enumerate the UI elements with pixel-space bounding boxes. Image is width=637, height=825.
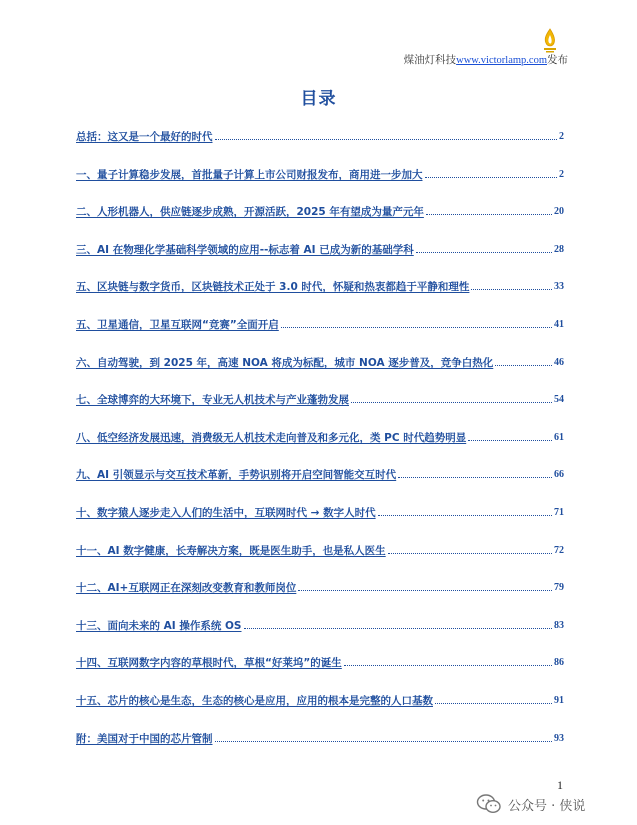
toc-dot-leader [495, 365, 552, 366]
page-number: 1 [557, 778, 563, 792]
toc-entry[interactable] [76, 502, 564, 520]
toc-entry[interactable] [76, 389, 564, 407]
toc-entry-page: 86 [554, 657, 564, 669]
publisher-website-link[interactable]: www.victorlamp.com [456, 55, 547, 66]
publisher-name: 煤油灯科技 [403, 55, 457, 66]
toc-entry-page: 71 [554, 507, 564, 518]
toc-entry[interactable] [76, 728, 564, 746]
toc-entry-page: 83 [554, 619, 564, 631]
publisher-suffix: 发布 [547, 55, 568, 66]
toc-dot-leader [435, 703, 552, 704]
publisher-line [404, 52, 568, 67]
toc-entry-title: 十三、面向未来的 AI 操作系统 OS [76, 619, 242, 632]
toc-entry-page: 66 [554, 469, 564, 481]
toc-dot-leader [425, 177, 558, 178]
toc-entry[interactable] [76, 201, 564, 219]
toc-dot-leader [426, 214, 552, 215]
toc-entry[interactable] [76, 577, 564, 595]
toc-title: 目录 [300, 89, 337, 109]
watermark [476, 793, 585, 815]
toc-entry-page: 54 [554, 394, 564, 406]
toc-entry[interactable] [76, 427, 564, 445]
toc-dot-leader [215, 139, 558, 140]
toc-dot-leader [416, 252, 552, 253]
toc-entry-title: 一、量子计算稳步发展，首批量子计算上市公司财报发布，商用进一步加大 [76, 168, 423, 181]
toc-entry[interactable] [76, 276, 564, 294]
toc-entry[interactable] [76, 690, 564, 708]
toc-entry-title: 附：美国对于中国的芯片管制 [76, 732, 213, 745]
toc-entry-title: 三、AI 在物理化学基础科学领域的应用--标志着 AI 已成为新的基础学科 [76, 243, 414, 256]
toc-entry-title: 七、全球博弈的大环境下，专业无人机技术与产业蓬勃发展 [76, 394, 349, 407]
toc-dot-leader [298, 590, 552, 591]
toc-entry-title: 十四、互联网数字内容的草根时代，草根“好莱坞”的诞生 [76, 657, 342, 670]
toc-entry-title: 八、低空经济发展迅速，消费级无人机技术走向普及和多元化，类 PC 时代趋势明显 [76, 431, 467, 444]
toc-dot-leader [344, 665, 552, 666]
toc-entry-title: 六、自动驾驶，到 2025 年，高速 NOA 将成为标配，城市 NOA 逐步普及，竞争白热化 [76, 356, 494, 369]
wechat-icon [476, 793, 502, 815]
toc-dot-leader [398, 477, 552, 478]
watermark-text: 公众号 · 侠说 [508, 798, 586, 814]
toc-entry-page: 28 [554, 243, 564, 255]
toc-entry[interactable] [76, 314, 564, 332]
toc-entry-title: 九、AI 引领显示与交互技术革新，手势识别将开启空间智能交互时代 [76, 469, 397, 482]
toc-dot-leader [215, 741, 553, 742]
toc-entry-title: 十一、AI 数字健康，长寿解决方案，既是医生助手，也是私人医生 [76, 544, 386, 557]
toc-entry-page: 2 [559, 131, 564, 142]
toc-dot-leader [244, 628, 553, 629]
toc-entry[interactable] [76, 164, 564, 182]
toc-dot-leader [281, 327, 552, 328]
toc-entry-title: 二、人形机器人，供应链逐步成熟，开源活跃，2025 年有望成为量产元年 [76, 206, 424, 219]
toc-dot-leader [351, 402, 552, 403]
toc-entry-page: 33 [554, 281, 564, 293]
toc-entry[interactable] [76, 464, 564, 482]
toc-entry-title: 五、区块链与数字货币，区块链技术正处于 3.0 时代，怀疑和热衷都趋于平静和理性 [76, 281, 470, 294]
toc-entry-title: 十二、AI+互联网正在深刻改变教育和教师岗位 [76, 582, 297, 595]
toc-entry[interactable] [76, 126, 564, 144]
toc-entry-title: 总括：这又是一个最好的时代 [76, 131, 213, 143]
toc-dot-leader [468, 440, 552, 441]
toc-dot-leader [471, 289, 552, 290]
toc-entry-page: 2 [559, 168, 564, 180]
toc-entry[interactable] [76, 652, 564, 670]
toc-entry-page: 91 [554, 695, 564, 706]
toc-entry[interactable] [76, 352, 564, 370]
toc-entry-title: 十、数字猿人逐步走入人们的生活中，互联网时代 → 数字人时代 [76, 507, 376, 519]
toc-entry[interactable] [76, 239, 564, 257]
toc-entry-page: 20 [554, 206, 564, 218]
toc-entry-page: 61 [554, 431, 564, 443]
toc-entry-page: 41 [554, 319, 564, 330]
toc-entry[interactable] [76, 540, 564, 558]
toc-entry-title: 五、卫星通信，卫星互联网“竞赛”全面开启 [76, 319, 279, 331]
toc-entry-page: 72 [554, 544, 564, 556]
toc-entry-title: 十五、芯片的核心是生态，生态的核心是应用，应用的根本是完整的人口基数 [76, 695, 433, 707]
toc-entry[interactable] [76, 615, 564, 633]
toc-entry-page: 93 [554, 732, 564, 744]
toc-entry-page: 46 [554, 356, 564, 368]
toc-dot-leader [388, 553, 552, 554]
toc-entry-page: 79 [554, 582, 564, 594]
toc-dot-leader [378, 515, 552, 516]
